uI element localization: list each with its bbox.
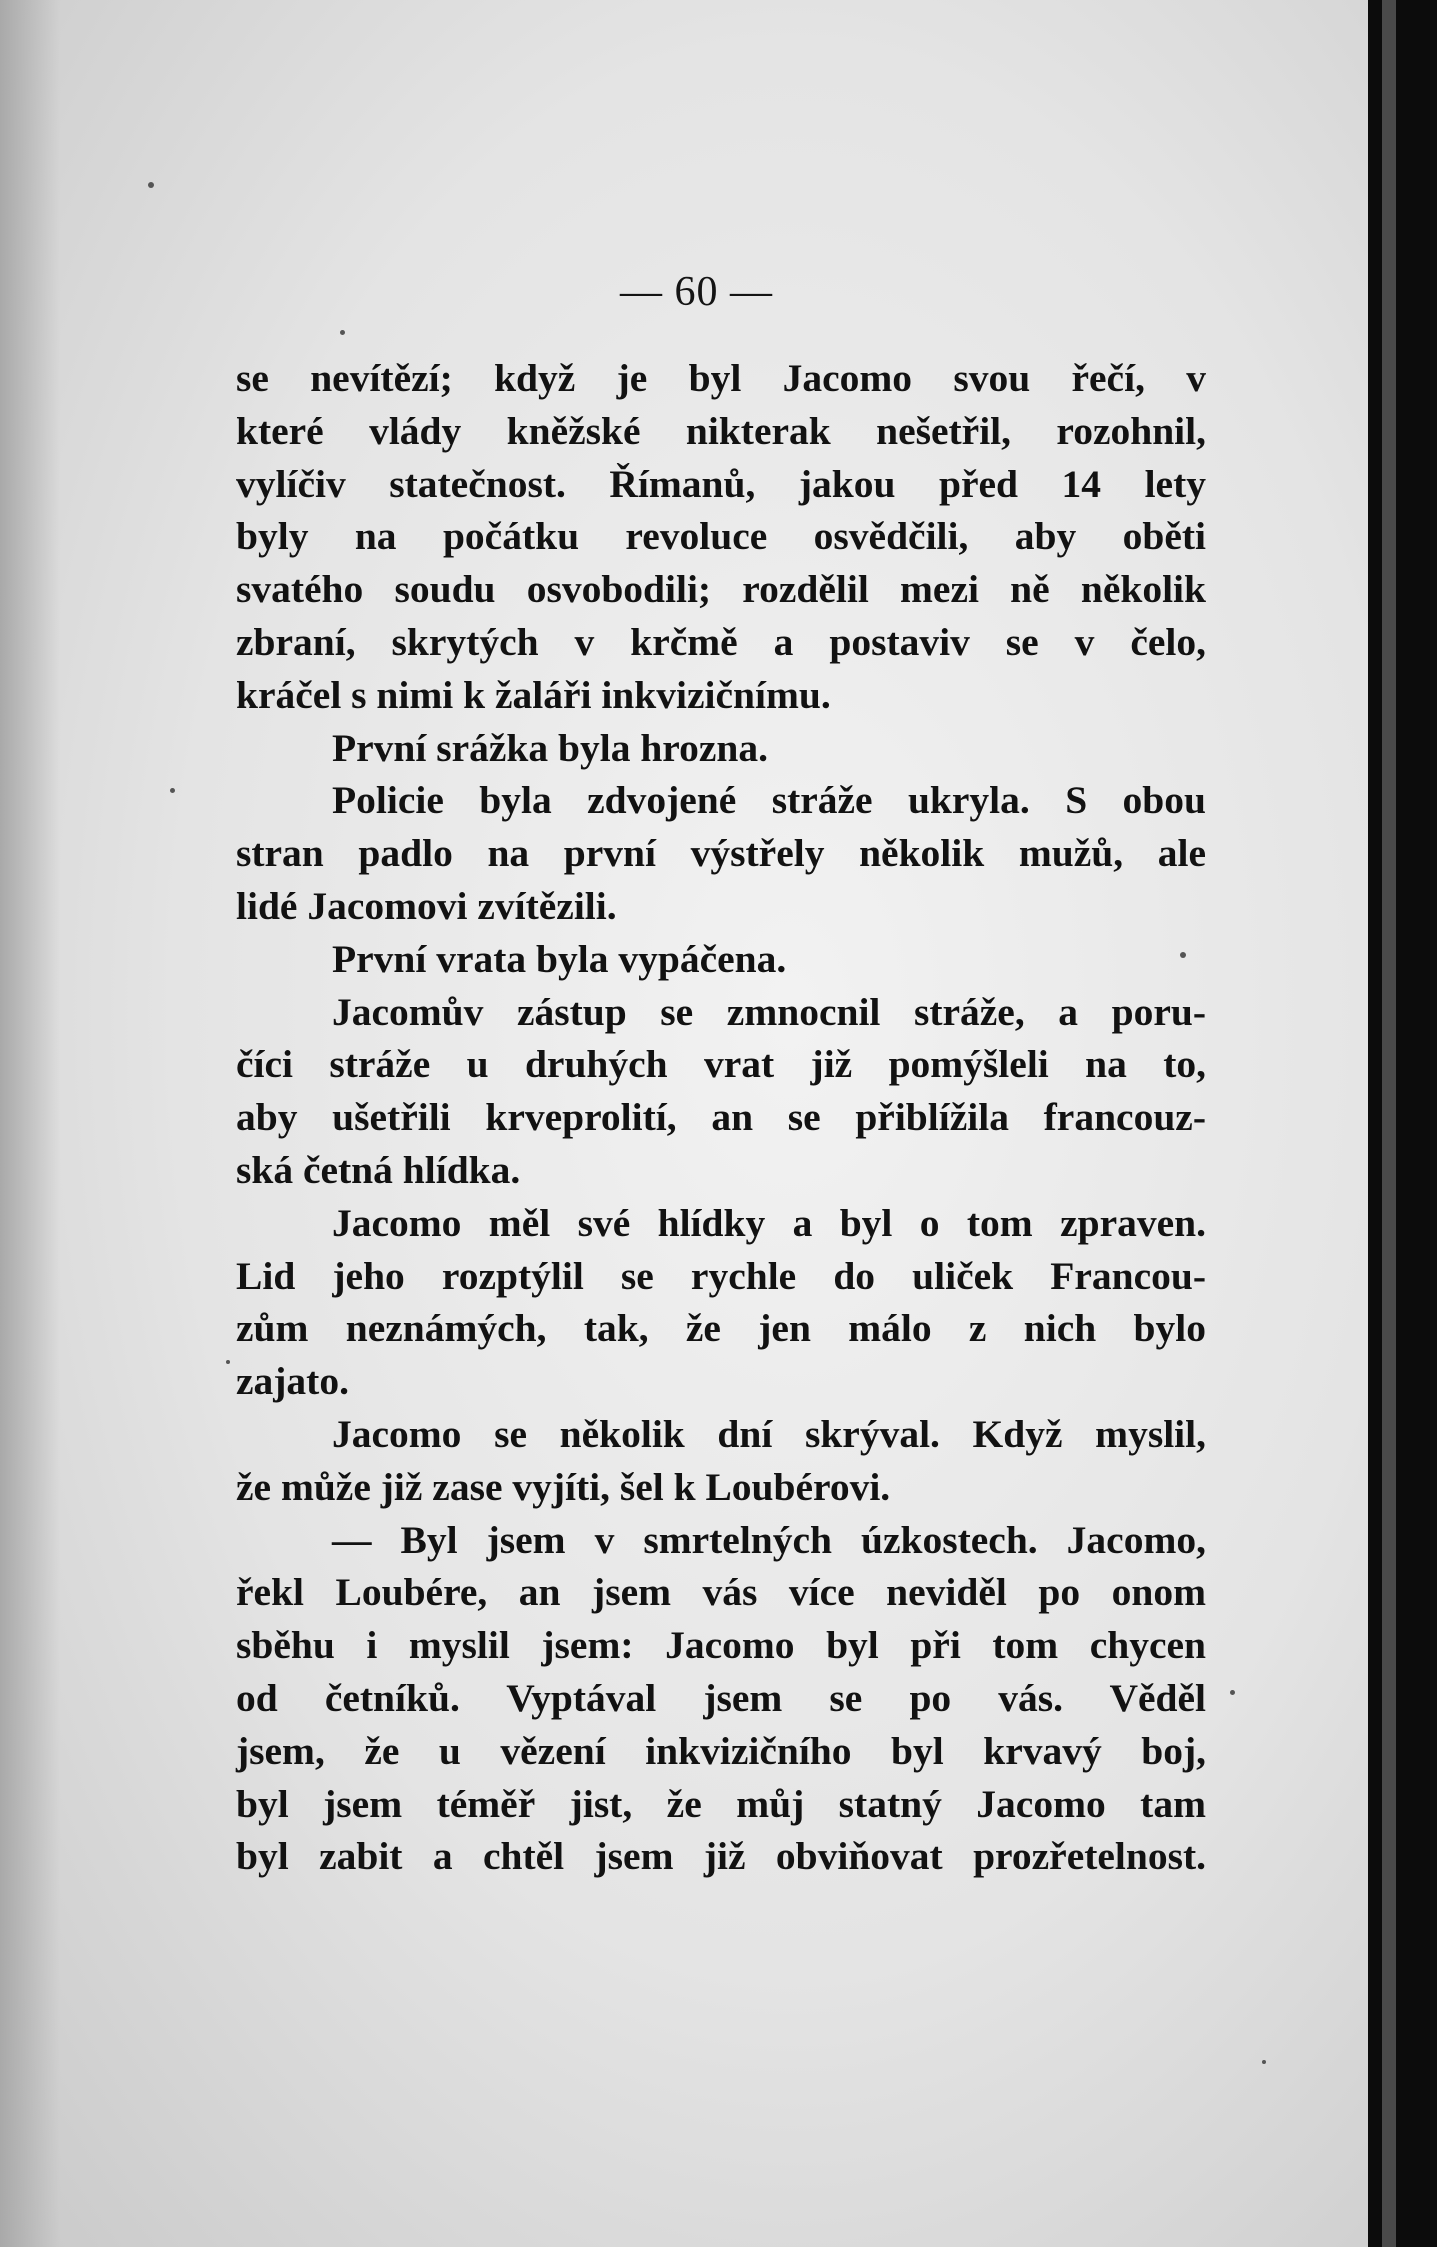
text-line: zům neznámých, tak, že jen málo z nich bylo [236,1306,1206,1351]
page-edge-band [1382,0,1396,2247]
text-line: aby ušetřili krveprolití, an se přiblížila francouz- [236,1095,1206,1140]
scan-speck [226,1360,230,1364]
text-line: — Byl jsem v smrtelných úzkostech. Jacomo, [332,1517,1206,1562]
text-line: které vlády kněžské nikterak nešetřil, rozohnil, [236,408,1206,453]
text-line: Jacomo měl své hlídky a byl o tom zpraven. [332,1200,1206,1245]
body-text [236,352,1206,1883]
text-line: číci stráže u druhých vrat již pomýšleli na to, [236,1042,1206,1087]
scan-speck [1230,1690,1235,1695]
text-line: byly na počátku revoluce osvědčili, aby oběti [236,514,1206,559]
scan-speck [1180,952,1186,958]
text-line: kráčel s nimi k žaláři inkvizičnímu. [236,672,831,717]
text-line: od četníků. Vyptával jsem se po vás. Věděl [236,1675,1206,1720]
text-line: zajato. [236,1359,349,1404]
scan-speck [340,330,345,335]
text-line: Jacomo se několik dní skrýval. Když myslil, [332,1411,1206,1456]
text-line: vylíčiv statečnost. Římanů, jakou před 14 lety [236,461,1206,506]
text-line: sběhu i myslil jsem: Jacomo byl při tom chycen [236,1623,1206,1668]
scan-speck [170,788,175,793]
text-line: lidé Jacomovi zvítězili. [236,883,617,928]
spine-shadow [0,0,60,2247]
text-line: stran padlo na první výstřely několik mužů, ale [236,831,1206,876]
scan-speck [148,182,154,188]
text-line: se nevítězí; když je byl Jacomo svou řečí, v [236,356,1206,400]
page-edge-dark-border [1368,0,1437,2247]
text-line: První srážka byla hrozna. [332,725,768,770]
text-line: První vrata byla vypáčena. [332,936,787,981]
text-line: svatého soudu osvobodili; rozdělil mezi ně několik [236,567,1206,612]
text-line: že může již zase vyjíti, šel k Loubérovi. [236,1464,891,1509]
text-line: Jacomův zástup se zmnocnil stráže, a poru- [332,989,1206,1034]
text-line: řekl Loubére, an jsem vás více neviděl po onom [236,1570,1206,1615]
page-number: — 60 — [620,269,773,315]
text-line: zbraní, skrytých v krčmě a postaviv se v čelo, [236,619,1206,664]
text-line: jsem, že u vězení inkvizičního byl krvavý boj, [236,1728,1206,1773]
text-line: ská četná hlídka. [236,1147,521,1192]
text-line: Lid jeho rozptýlil se rychle do uliček Francou- [236,1253,1206,1298]
text-line: byl jsem téměř jist, že můj statný Jacomo tam [236,1781,1206,1826]
text-line: Policie byla zdvojené stráže ukryla. S obou [332,778,1206,823]
text-line: byl zabit a chtěl jsem již obviňovat prozřetelnost. [236,1834,1206,1879]
scan-speck [1262,2060,1266,2064]
